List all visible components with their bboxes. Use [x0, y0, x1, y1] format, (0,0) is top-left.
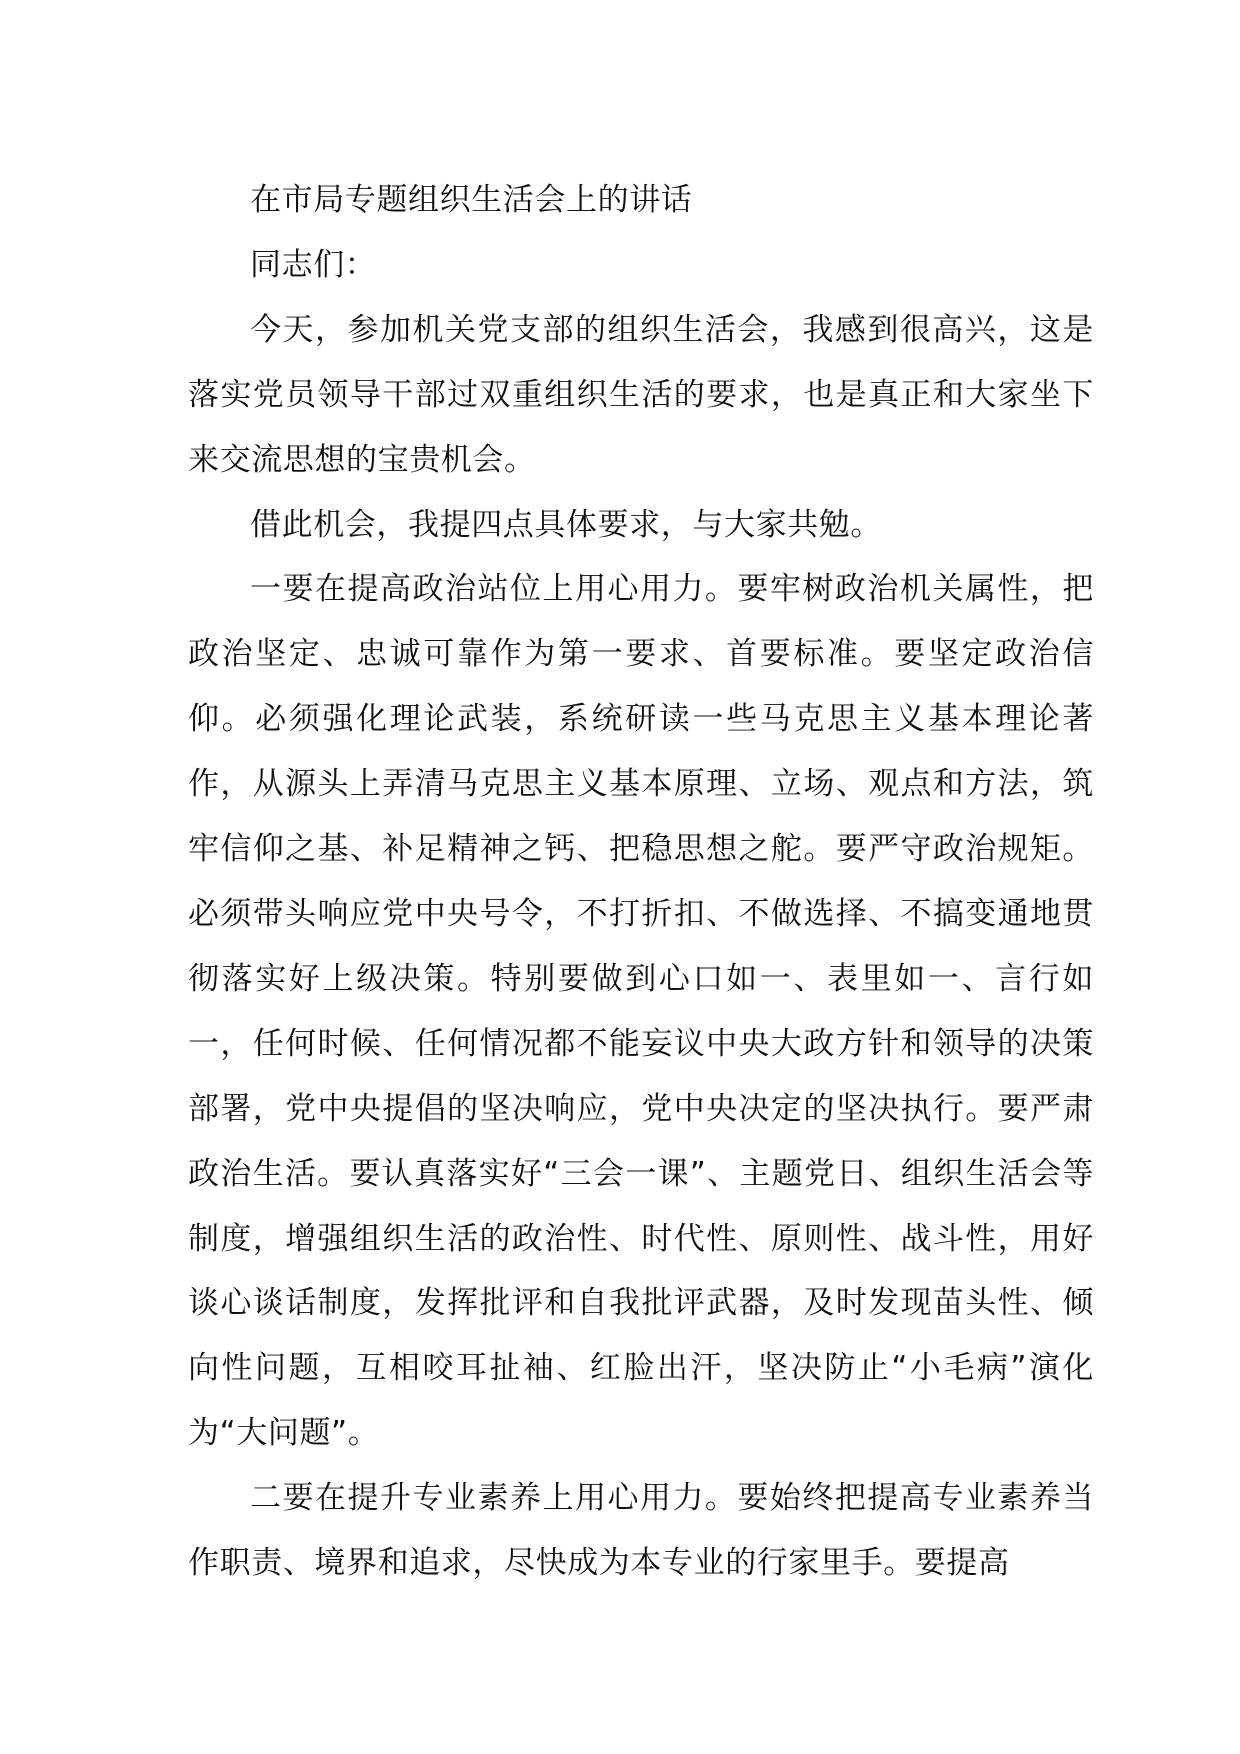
paragraph-second-requirement: 二要在提升专业素养上用心用力。要始终把提高专业素养当作职责、境界和追求，尽快成为本专业的行家里手。要提高 [188, 1480, 1094, 1582]
paragraph-first-requirement: 一要在提高政治站位上用心用力。要牢树政治机关属性，把政治坚定、忠诚可靠作为第一要求、首要标准。要坚定政治信仰。必须强化理论武装，系统研读一些马克思主义基本理论著作，从源头上弄清马克思主义基本原理、立场、观点和方法，筑牢信仰之基、补足精神之钙、把稳思想之舵。要严守政治规矩。必须带头响应党中央号令，不打折扣、不做选择、不搞变通地贯彻落实好上级决策。特别要做到心口如一、表里如一、言行如一，任何时候、任何情况都不能妄议中央大政方针和领导的决策部署，党中央提倡的坚决响应，党中央决定的坚决执行。要严肃政治生活。要认真落实好“三会一课”、主题党日、组织生活会等制度，增强组织生活的政治性、时代性、原则性、战斗性，用好谈心谈话制度，发挥批评和自我批评武器，及时发现苗头性、倾向性问题，互相咬耳扯袖、红脸出汗，坚决防止“小毛病”演化为“大问题”。 [188, 571, 1094, 1452]
salutation: 同志们： [250, 246, 377, 283]
document-title: 在市局专题组织生活会上的讲话 [250, 182, 693, 218]
paragraph-requirements-intro: 借此机会，我提四点具体要求，与大家共勉。 [250, 506, 882, 543]
document-body [188, 168, 1094, 1596]
paragraph-opening: 今天，参加机关党支部的组织生活会，我感到很高兴，这是落实党员领导干部过双重组织生活的要求，也是真正和大家坐下来交流思想的宝贵机会。 [188, 311, 1094, 478]
